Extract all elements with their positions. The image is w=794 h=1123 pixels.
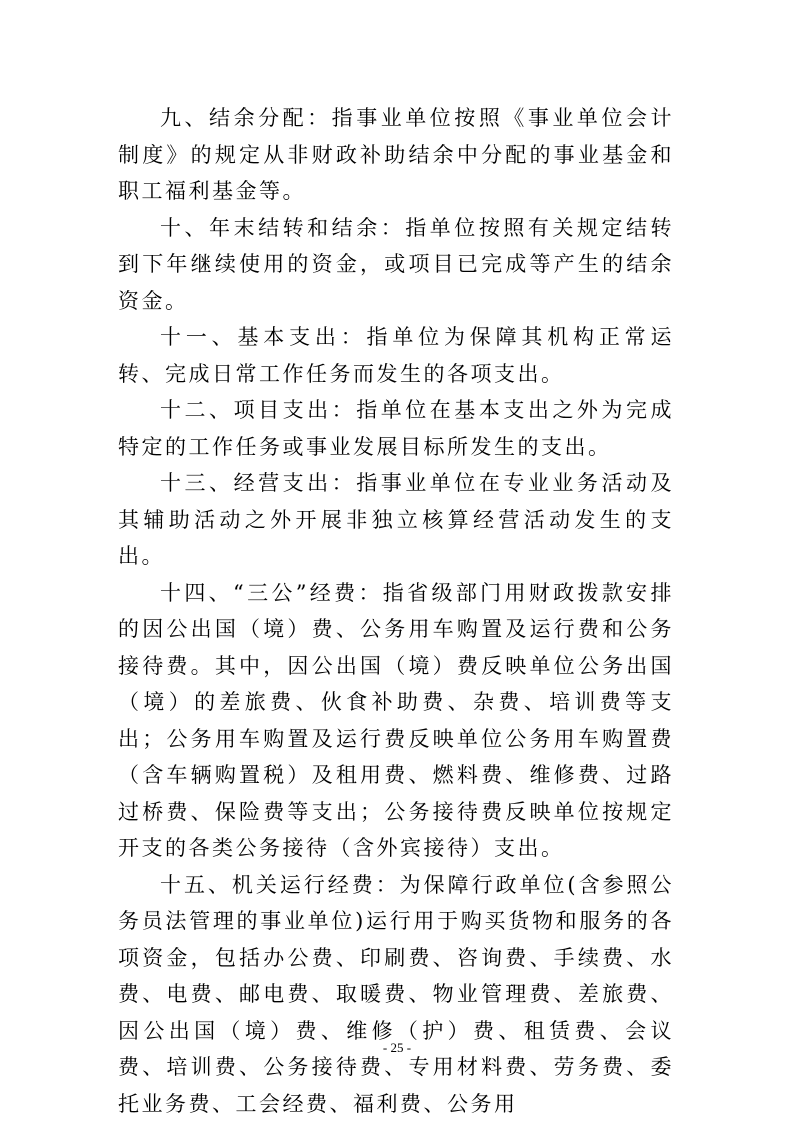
paragraph-agency-operating-funds: 十五、机关运行经费：为保障行政单位(含参照公务员法管理的事业单位)运行用于购买货物和服务的各项资金，包括办公费、印刷费、咨询费、手续费、水费、电费、邮电费、取暖费、物业管理费、差旅费、因公出国（境）费、维修（护）费、租赁费、会议费、培训费、公务接待费、专用材料费、劳务费、委托业务费、工会经费、福利费、公务用 — [118, 872, 674, 1116]
page-number: - 25 - — [382, 1040, 412, 1055]
paragraph-three-public-expenses: 十四、“三公”经费：指省级部门用财政拨款安排的因公出国（境）费、公务用车购置及运行费和公务接待费。其中，因公出国（境）费反映单位公务出国（境）的差旅费、伙食补助费、杂费、培训费等支出；公务用车购置及运行费反映单位公务用车购置费（含车辆购置税）及租用费、燃料费、维修费、过路过桥费、保险费等支出；公务接待费反映单位按规定开支的各类公务接待（含外宾接待）支出。 — [118, 580, 674, 860]
paragraph-operating-expenditure: 十三、经营支出：指事业单位在专业业务活动及其辅助活动之外开展非独立核算经营活动发生的支出。 — [118, 471, 674, 568]
paragraph-year-end-carryover: 十、年末结转和结余：指单位按照有关规定结转到下年继续使用的资金，或项目已完成等产生的结余资金。 — [118, 215, 674, 313]
document-body — [118, 100, 674, 1122]
paragraph-surplus-distribution: 九、结余分配：指事业单位按照《事业单位会计制度》的规定从非财政补助结余中分配的事业基金和职工福利基金等。 — [118, 106, 674, 203]
paragraph-project-expenditure: 十二、项目支出：指单位在基本支出之外为完成特定的工作任务或事业发展目标所发生的支出。 — [118, 398, 674, 459]
paragraph-basic-expenditure: 十一、基本支出：指单位为保障其机构正常运转、完成日常工作任务而发生的各项支出。 — [118, 325, 674, 386]
